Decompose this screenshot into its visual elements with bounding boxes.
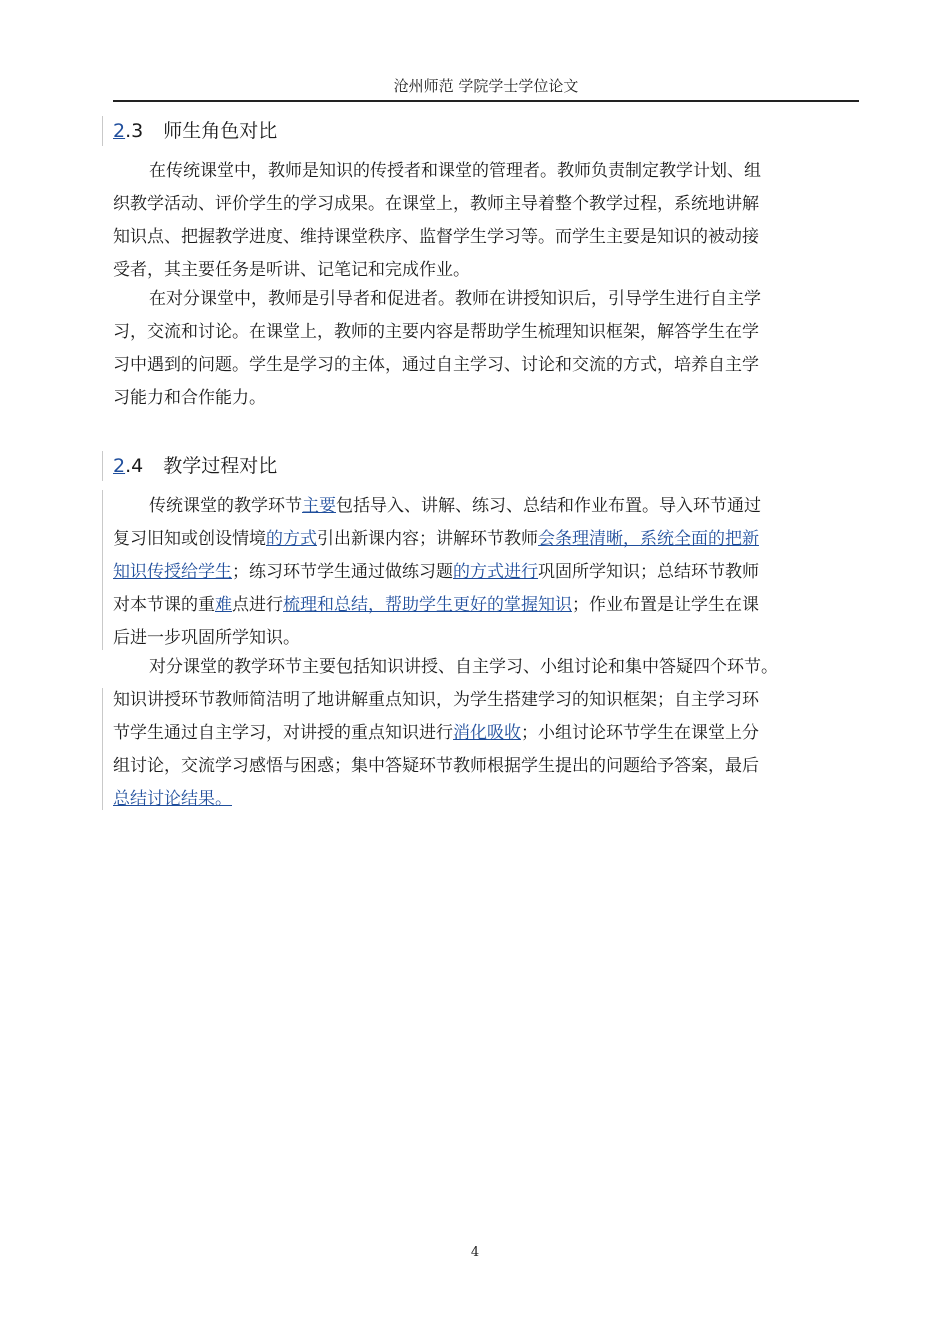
section-heading-2-4 (113, 452, 277, 480)
tracked-change-link[interactable]: 主要 (302, 496, 336, 516)
text-line: 复习旧知或创设情境的方式引出新课内容；讲解环节教师会条理清晰，系统全面的把新 (113, 529, 759, 549)
text-line: 习能力和合作能力。 (113, 388, 266, 408)
text-line: 受者，其主要任务是听讲、记笔记和完成作业。 (113, 260, 470, 280)
tracked-change-link[interactable]: 的方式 (266, 529, 317, 549)
text-line: 传统课堂的教学环节主要包括导入、讲解、练习、总结和作业布置。导入环节通过 (149, 496, 761, 516)
revision-bar (102, 451, 103, 481)
text-line: 习中遇到的问题。学生是学习的主体，通过自主学习、讨论和交流的方式，培养自主学 (113, 355, 759, 375)
section-title: 师生角色对比 (163, 120, 278, 142)
text-line: 在传统课堂中，教师是知识的传授者和课堂的管理者。教师负责制定教学计划、组 (149, 161, 761, 181)
text-line: 知识点、把握教学进度、维持课堂秩序、监督学生学习等。而学生主要是知识的被动接 (113, 227, 759, 247)
tracked-change-link[interactable]: 难 (215, 595, 232, 615)
tracked-change-link[interactable]: 梳理和总结，帮助学生更好的掌握知识 (283, 595, 572, 615)
text-line: 对本节课的重难点进行梳理和总结，帮助学生更好的掌握知识；作业布置是让学生在课 (113, 595, 759, 615)
revision-bar (102, 688, 103, 810)
section-heading-2-3 (113, 117, 277, 145)
page-header: 沧州师范 学院学士学位论文 (393, 77, 579, 95)
text-line: 织教学活动、评价学生的学习成果。在课堂上，教师主导着整个教学过程，系统地讲解 (113, 194, 759, 214)
paragraph-traditional-process (113, 490, 859, 655)
page-number: 4 (470, 1245, 480, 1260)
text-line: 组讨论，交流学习感悟与困惑；集中答疑环节教师根据学生提出的问题给予答案，最后 (113, 756, 759, 776)
paragraph-flipped-process (113, 651, 859, 816)
tracked-change-link[interactable]: 会条理清晰，系统全面的把新 (538, 529, 759, 549)
section-number-link[interactable]: 2 (113, 455, 126, 477)
section-number-rest: .3 (125, 120, 144, 142)
header-divider (113, 100, 859, 102)
section-number-rest: .4 (125, 455, 144, 477)
section-number-link[interactable]: 2 (113, 120, 126, 142)
tracked-change-link[interactable]: 消化吸收 (453, 723, 521, 743)
text-line (113, 783, 859, 816)
text-line: 在对分课堂中，教师是引导者和促进者。教师在讲授知识后，引导学生进行自主学 (149, 289, 761, 309)
text-line: 对分课堂的教学环节主要包括知识讲授、自主学习、小组讨论和集中答疑四个环节。 (149, 657, 778, 677)
text-line: 节学生通过自主学习，对讲授的重点知识进行消化吸收；小组讨论环节学生在课堂上分 (113, 723, 759, 743)
tracked-change-link[interactable]: 的方式进行 (453, 562, 538, 582)
tracked-change-link[interactable]: 知识传授给学生 (113, 562, 232, 582)
paragraph-flipped-roles (113, 283, 859, 415)
text-line: 后进一步巩固所学知识。 (113, 628, 300, 648)
paragraph-traditional-roles (113, 155, 859, 287)
text-line: 习，交流和讨论。在课堂上，教师的主要内容是帮助学生梳理知识框架，解答学生在学 (113, 322, 759, 342)
revision-bar (102, 490, 103, 650)
text-line: 知识讲授环节教师简洁明了地讲解重点知识，为学生搭建学习的知识框架；自主学习环 (113, 690, 759, 710)
section-title: 教学过程对比 (163, 455, 278, 477)
tracked-change-link[interactable]: 总结讨论结果。 (113, 789, 232, 809)
text-line: 知识传授给学生；练习环节学生通过做练习题的方式进行巩固所学知识；总结环节教师 (113, 562, 759, 582)
revision-bar (102, 116, 103, 146)
